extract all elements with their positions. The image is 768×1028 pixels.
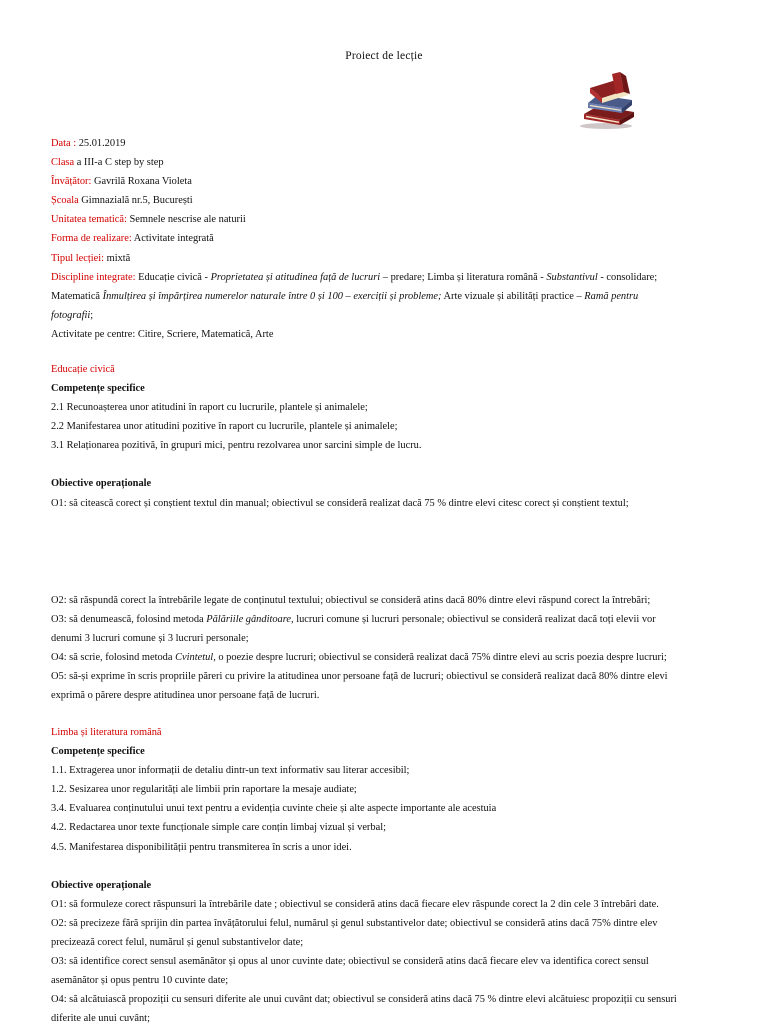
obiective-title: Obiective operaționale	[51, 879, 152, 891]
objective-o4-cont: diferite ale unui cuvânt;	[51, 1013, 150, 1025]
competenta-item: 2.1 Recunoașterea unor atitudini în raport cu lucrurile, plantele și animalele;	[51, 402, 368, 414]
objective-o1: O1: să formuleze corect răspunsuri la întrebările date ; obiectivul se consideră atins dacă fiecare elev răspunde corect la 2 din cele 3 întrebări date.	[51, 898, 659, 910]
info-discipline: Discipline integrate: Educație civică - Proprietatea și atitudinea față de lucruri – predare; Limba și literatura română - Substantivul - consolidare;	[51, 271, 658, 283]
objective-o2-cont: precizează corect felul, numărul și genul substantivelor date;	[51, 936, 304, 948]
competenta-item: 1.1. Extragerea unor informații de detaliu dintr-un text informativ sau literar accesibil;	[51, 765, 410, 777]
objective-o4: O4: să alcătuiască propoziții cu sensuri diferite ale unui cuvânt dat; obiectivul se consideră atins dacă 75 % dintre elevi alcătuiesc propoziții cu sensuri	[51, 994, 677, 1006]
info-scoala: Școala Gimnazială nr.5, București	[51, 195, 193, 207]
competenta-item: 4.2. Redactarea unor texte funcționale simple care conțin limbaj vizual și verbal;	[51, 822, 386, 834]
info-data: Data : 25.01.2019	[51, 138, 126, 149]
objective-o5: O5: să-și exprime în scris propriile păreri cu privire la atitudinea unor persoane față de lucruri; obiectivul se consideră realizat dacă 80% dintre elevi	[51, 671, 668, 683]
objective-o3: O3: să denumească, folosind metoda Pălăriile gânditoare, lucruri comune și lucruri personale; obiectivul se consideră realizat dacă toți elevii vor	[51, 614, 656, 626]
section-heading: Educație civică	[51, 364, 115, 375]
info-invatator: Învățător: Gavrilă Roxana Violeta	[51, 176, 192, 188]
competenta-item: 1.2. Sesizarea unor regularități ale limbii prin raportare la mesaje audiate;	[51, 784, 357, 796]
competenta-item: 3.4. Evaluarea conținutului unui text pentru a evidenția cuvinte cheie și alte aspecte importante ale acestuia	[51, 803, 497, 815]
page-title: Proiect de lecție	[345, 50, 423, 62]
info-matematica: Matematică Înmulțirea și împărțirea numerelor naturale între 0 și 100 – exerciții și probleme; Arte vizuale și abilități practice – Ramă pentru	[51, 290, 639, 302]
objective-o2: O2: să răspundă corect la întrebările legate de conținutul textului; obiectivul se consideră atins dacă 80% dintre elevi răspund corect la întrebări;	[51, 595, 651, 606]
section-educatie-objectives-cont	[51, 591, 731, 706]
objective-o1: O1: să citească corect și conștient textul din manual; obiectivul se consideră realizat dacă 75 % dintre elevi citesc corect și conștient textul;	[51, 497, 629, 509]
competenta-item: 3.1 Relaționarea pozitivă, în grupuri mici, pentru rezolvarea unor sarcini simple de lucru.	[51, 440, 422, 452]
info-activitate: Activitate pe centre: Citire, Scriere, Matematică, Arte	[51, 328, 274, 340]
competenta-item: 4.5. Manifestarea disponibilității pentru transmiterea în scris a unor idei.	[51, 841, 352, 853]
objective-o4: O4: să scrie, folosind metoda Cvintetul, o poezie despre lucruri; obiectivul se consideră realizat dacă 75% dintre elevi au scris poezia despre lucruri;	[51, 652, 667, 664]
section-educatie-civica	[51, 360, 731, 513]
lesson-info	[51, 134, 731, 344]
section-limba-romana	[51, 723, 731, 1028]
info-unitatea: Unitatea tematică: Semnele nescrise ale naturii	[51, 214, 246, 226]
obiective-title: Obiective operaționale	[51, 478, 152, 490]
objective-o3-cont: denumi 3 lucruri comune și 3 lucruri personale;	[51, 633, 249, 645]
info-tipul: Tipul lecției: mixtă	[51, 252, 131, 264]
competenta-item: 2.2 Manifestarea unor atitudini pozitive în raport cu lucrurile, plantele și animalele;	[51, 421, 398, 433]
competente-title: Competențe specifice	[51, 746, 145, 758]
objective-o3-cont: asemănător și opus pentru 10 cuvinte date;	[51, 975, 229, 987]
books-clipart	[576, 70, 640, 130]
info-clasa: Clasa a III-a C step by step	[51, 157, 164, 169]
objective-o5-cont: exprimă o părere despre atitudinea unor persoane față de lucruri.	[51, 690, 320, 702]
info-forma: Forma de realizare: Activitate integrată	[51, 233, 214, 245]
objective-o3: O3: să identifice corect sensul asemănător și opus al unor cuvinte date; obiectivul se consideră atins dacă fiecare elev va identifica corect sensul	[51, 956, 649, 968]
info-fotografii: fotografii;	[51, 309, 94, 321]
objective-o2: O2: să precizeze fără sprijin din partea învățătorului felul, numărul și genul substantivelor date; obiectivul se consideră atins dacă 75% dintre elev	[51, 917, 658, 929]
section-heading: Limba și literatura română	[51, 727, 162, 738]
competente-title: Competențe specifice	[51, 383, 145, 395]
